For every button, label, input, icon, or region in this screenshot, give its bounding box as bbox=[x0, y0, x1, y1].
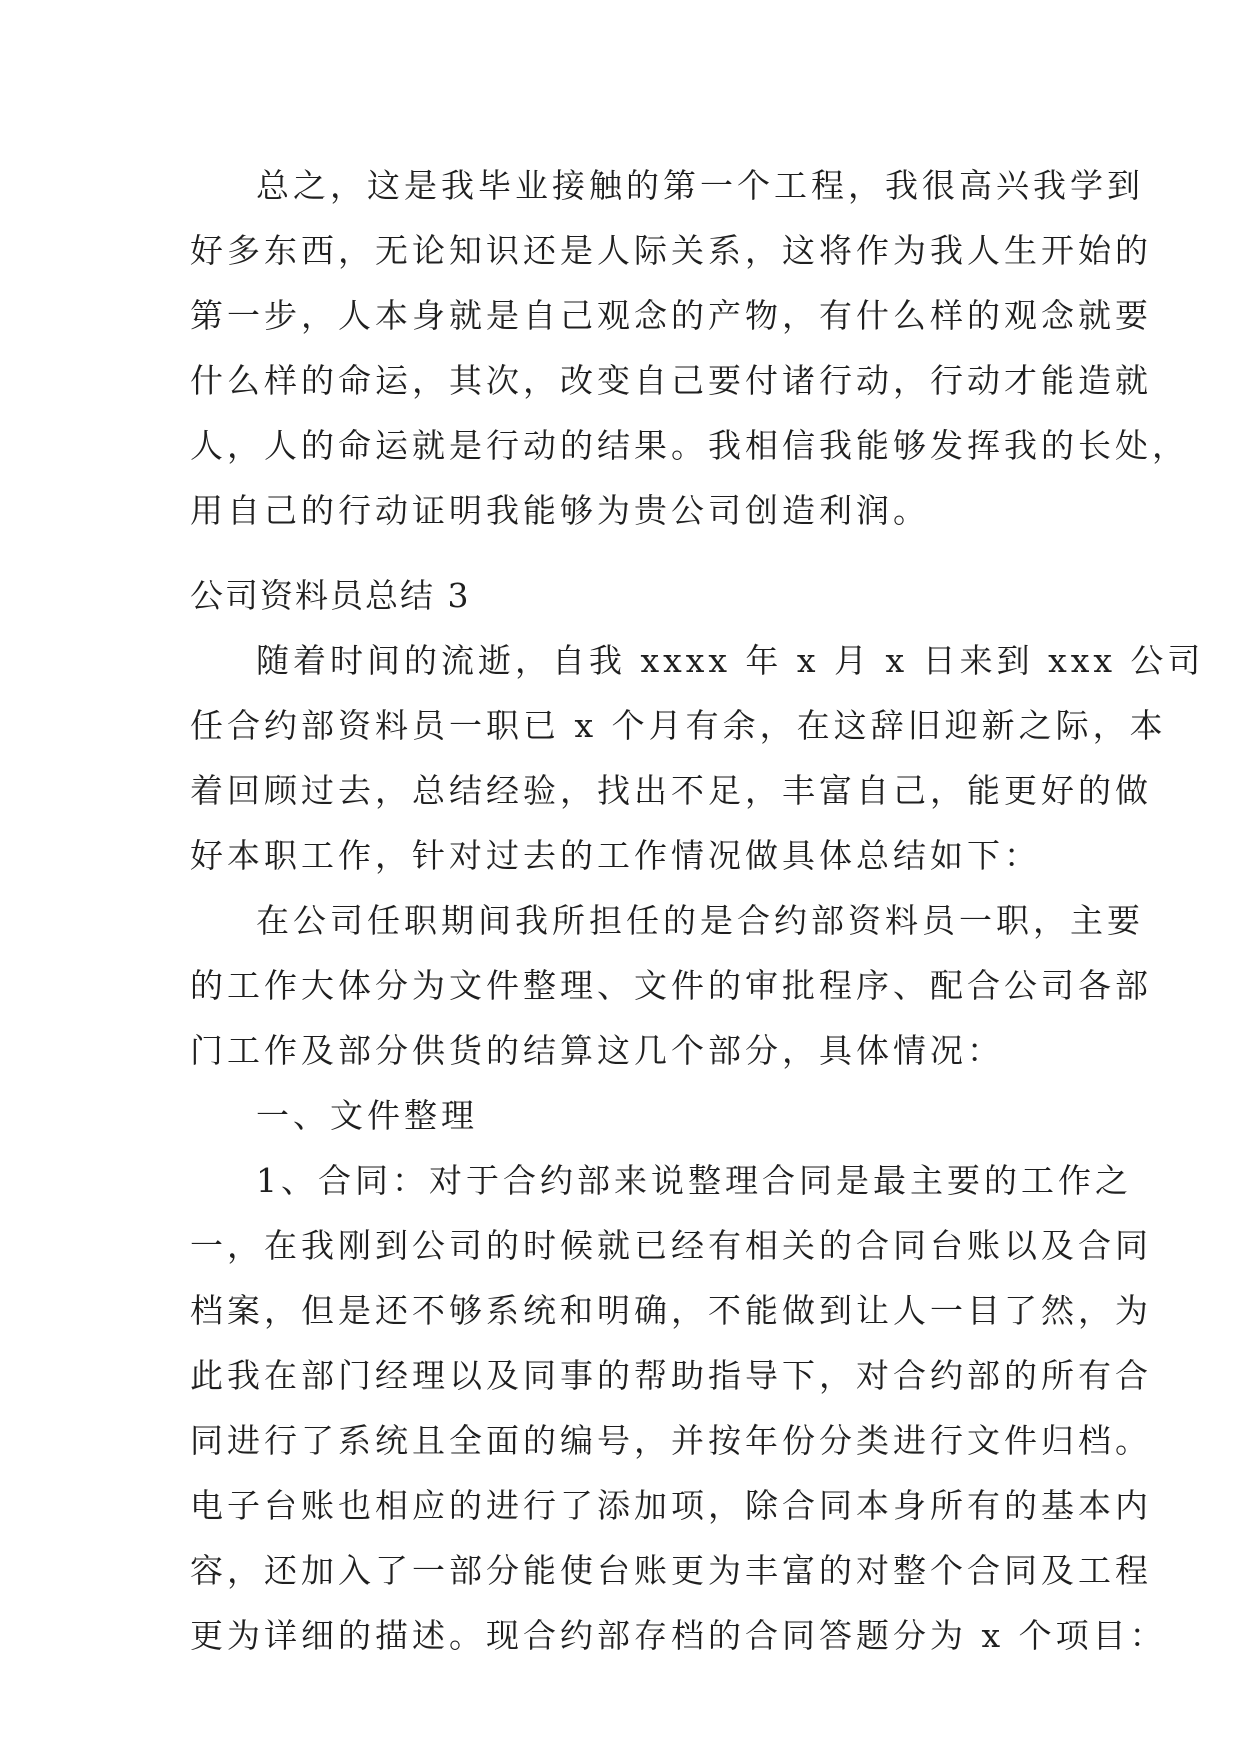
text-line: 什么样的命运，其次，改变自己要付诸行动，行动才能造就 bbox=[190, 361, 1152, 400]
paragraph-contracts bbox=[190, 1148, 1167, 1668]
paragraph-duties bbox=[190, 888, 1152, 1083]
text-line: 容，还加入了一部分能使台账更为丰富的对整个合同及工程 bbox=[190, 1551, 1152, 1590]
text-line: 在公司任职期间我所担任的是合约部资料员一职，主要 bbox=[256, 901, 1144, 940]
text-line: 着回顾过去，总结经验，找出不足，丰富自己，能更好的做 bbox=[190, 771, 1152, 810]
text-line: 人，人的命运就是行动的结果。我相信我能够发挥我的长处， bbox=[190, 426, 1189, 465]
text-line: 1、合同：对于合约部来说整理合同是最主要的工作之 bbox=[256, 1161, 1132, 1200]
text-line: 总之，这是我毕业接触的第一个工程，我很高兴我学到 bbox=[256, 166, 1144, 205]
text-line: 电子台账也相应的进行了添加项，除合同本身所有的基本内 bbox=[190, 1486, 1152, 1525]
subheading-block bbox=[190, 1083, 1060, 1148]
text-line: 用自己的行动证明我能够为贵公司创造利润。 bbox=[190, 491, 930, 530]
subheading: 一、文件整理 bbox=[256, 1096, 478, 1135]
text-line: 一，在我刚到公司的时候就已经有相关的合同台账以及合同 bbox=[190, 1226, 1152, 1265]
text-line: 此我在部门经理以及同事的帮助指导下，对合约部的所有合 bbox=[190, 1356, 1152, 1395]
text-line: 的工作大体分为文件整理、文件的审批程序、配合公司各部 bbox=[190, 966, 1152, 1005]
section-title: 公司资料员总结 3 bbox=[190, 576, 471, 615]
text-line: 好本职工作，针对过去的工作情况做具体总结如下： bbox=[190, 836, 1041, 875]
text-line: 更为详细的描述。现合约部存档的合同答题分为 x 个项目： bbox=[190, 1616, 1167, 1655]
text-line: 第一步，人本身就是自己观念的产物，有什么样的观念就要 bbox=[190, 296, 1152, 335]
paragraph-conclusion bbox=[190, 153, 1189, 543]
paragraph-intro bbox=[190, 628, 1205, 888]
text-line: 好多东西，无论知识还是人际关系，这将作为我人生开始的 bbox=[190, 231, 1152, 270]
text-line: 档案，但是还不够系统和明确，不能做到让人一目了然，为 bbox=[190, 1291, 1152, 1330]
text-line: 门工作及部分供货的结算这几个部分，具体情况： bbox=[190, 1031, 1004, 1070]
text-line: 随着时间的流逝，自我 xxxx 年 x 月 x 日来到 xxx 公司 bbox=[256, 641, 1205, 680]
text-line: 同进行了系统且全面的编号，并按年份分类进行文件归档。 bbox=[190, 1421, 1152, 1460]
text-line: 任合约部资料员一职已 x 个月有余，在这辞旧迎新之际，本 bbox=[190, 706, 1167, 745]
